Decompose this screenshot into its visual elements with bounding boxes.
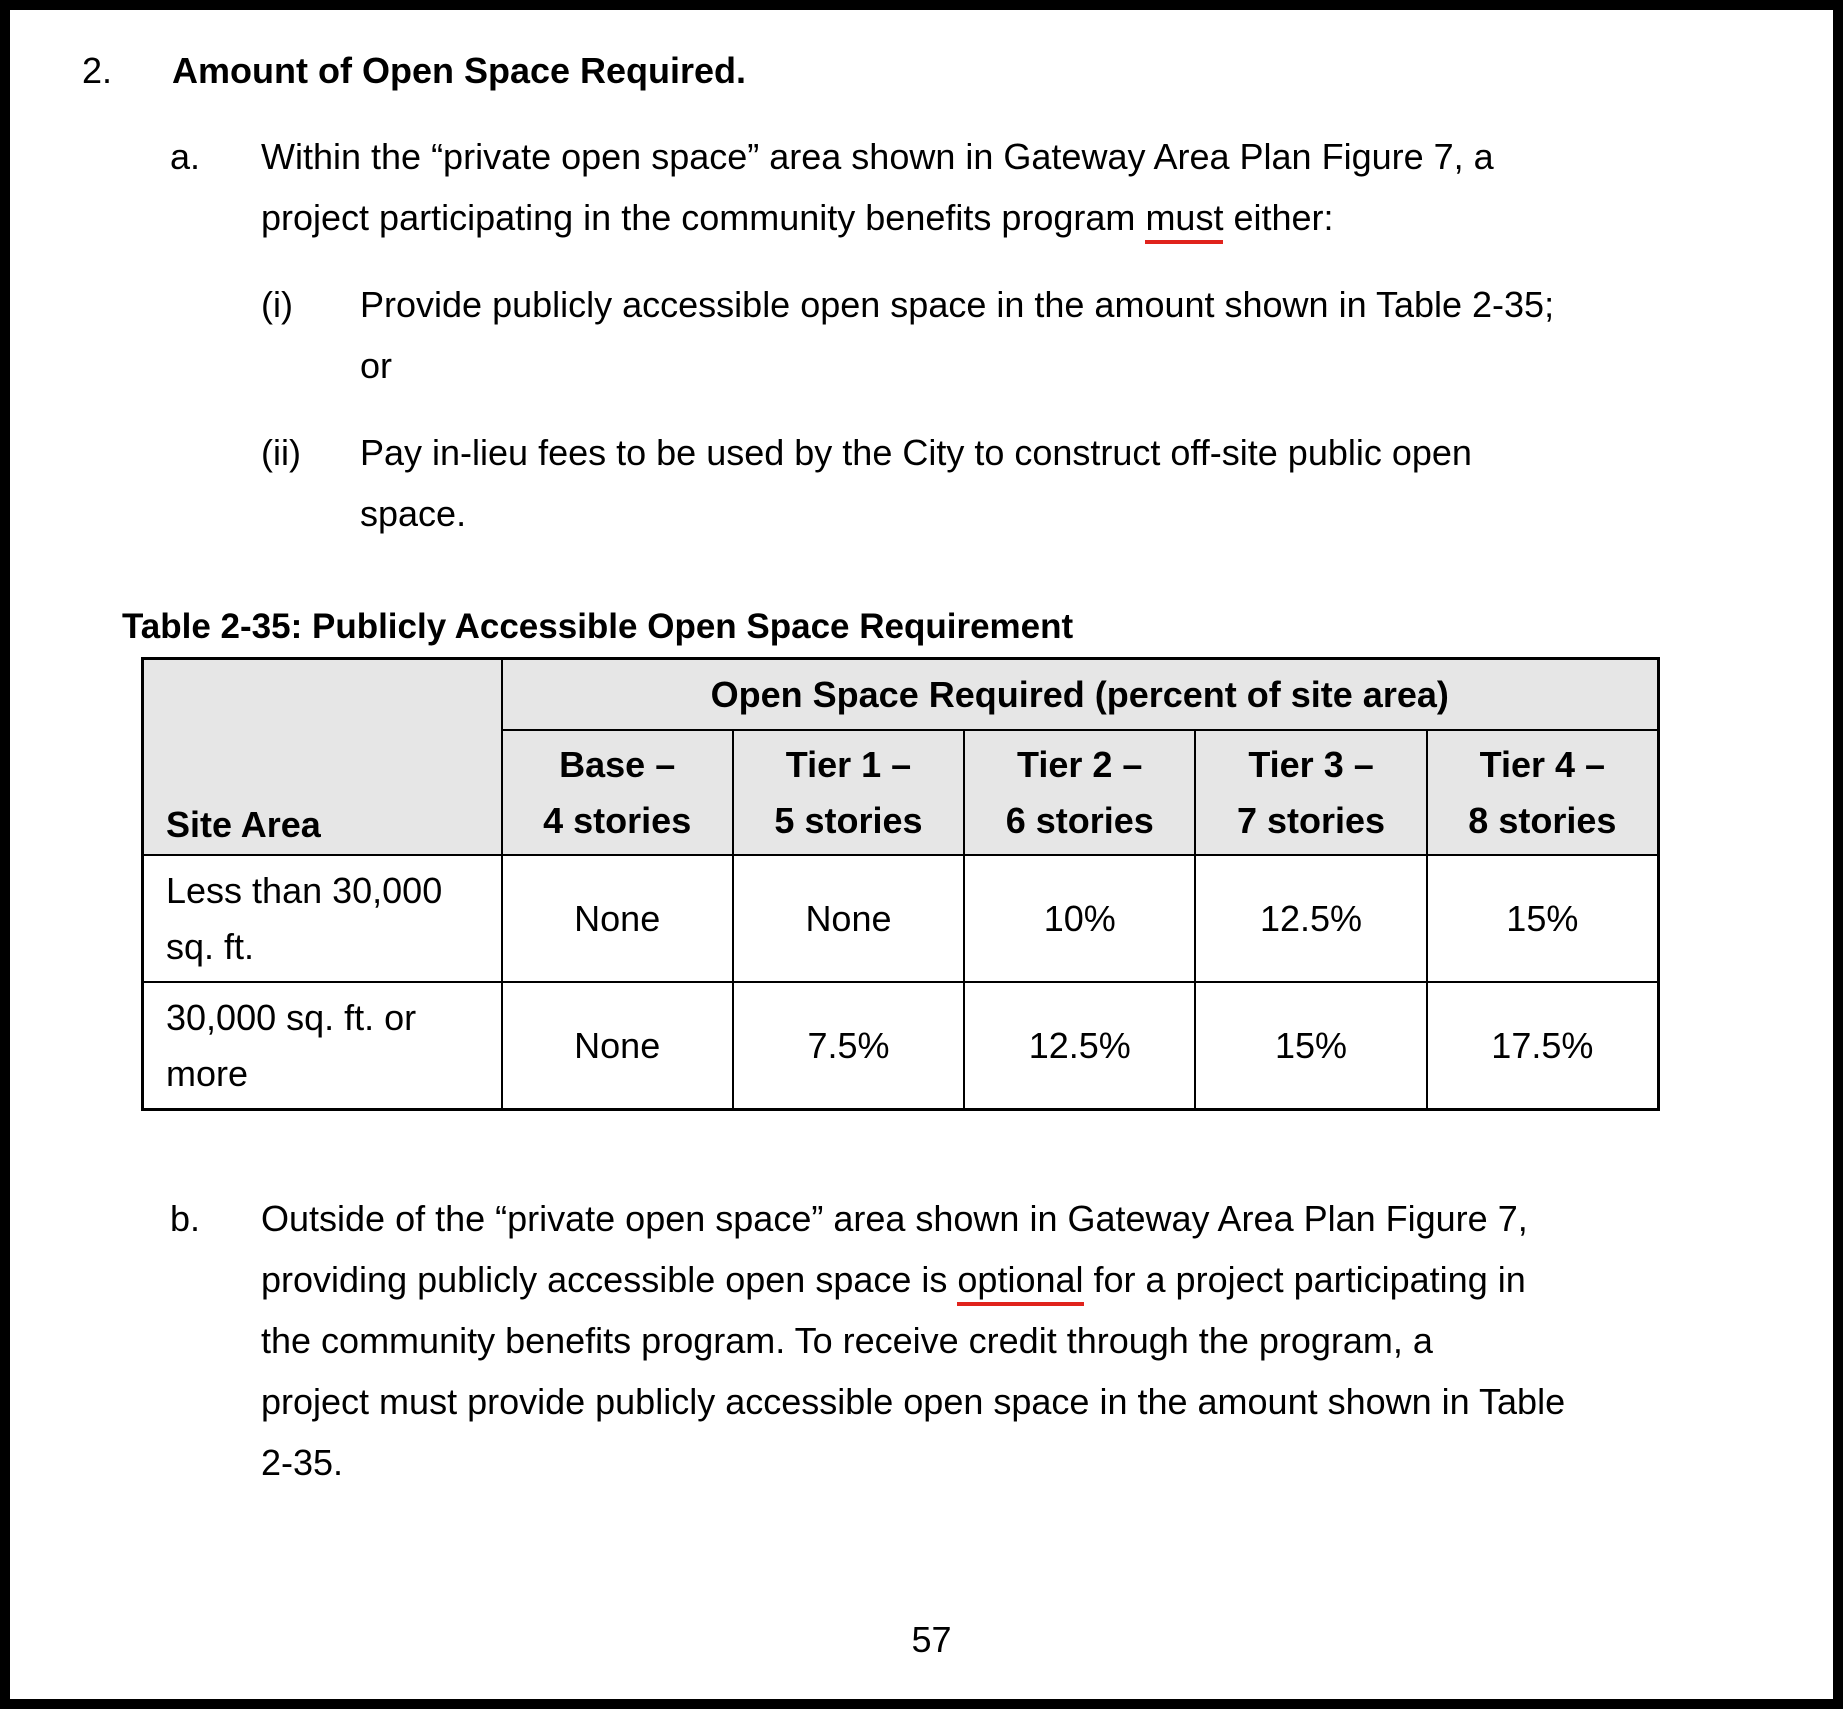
sub-item-i-line-2: or [360, 345, 393, 386]
column-header-line: 4 stories [543, 799, 692, 841]
sub-item-i-text [360, 274, 1820, 396]
table-row [143, 855, 1659, 982]
column-header-tier-2 [964, 730, 1195, 855]
sub-item-ii-text [360, 422, 1820, 544]
item-b-line-5: 2-35. [261, 1442, 344, 1483]
column-header-tier-3 [1195, 730, 1426, 855]
table-cell: 12.5% [964, 982, 1195, 1110]
item-a-line-2-text: project participating in the community benefits program [261, 197, 1146, 238]
item-a-marker: a. [170, 136, 201, 177]
row-label-line: 30,000 sq. ft. or [166, 996, 417, 1038]
item-b-line-4: project must provide publicly accessible open space in the amount shown in Table [261, 1381, 1566, 1422]
column-header-line: Tier 3 – [1248, 743, 1374, 785]
section-number: 2. [82, 50, 113, 91]
row-label-line: more [166, 1052, 249, 1094]
table-caption: Table 2-35: Publicly Accessible Open Space Requirement [122, 607, 1074, 646]
item-b-marker: b. [170, 1198, 201, 1239]
table-cell: 7.5% [733, 982, 964, 1110]
column-header-base [502, 730, 733, 855]
emphasis-must: must [1145, 197, 1223, 244]
sub-item-i-line-1: Provide publicly accessible open space in the amount shown in Table 2-35; [360, 284, 1555, 325]
row-label-under-30000 [143, 855, 502, 982]
item-a-line-2 [261, 187, 1821, 248]
item-b-line-2-text: providing publicly accessible open space is [261, 1259, 958, 1300]
row-label-line: sq. ft. [166, 925, 255, 967]
sub-item-ii-line-2: space. [360, 493, 467, 534]
column-header-line: 8 stories [1468, 799, 1617, 841]
emphasis-optional: optional [957, 1259, 1083, 1306]
column-header-line: 5 stories [774, 799, 923, 841]
item-b-line-3: the community benefits program. To receive credit through the program, a [261, 1320, 1433, 1361]
sub-item-ii-marker: (ii) [261, 432, 301, 473]
row-label-30000-or-more [143, 982, 502, 1110]
item-a-line-2-end: either: [1223, 197, 1334, 238]
column-header-line: Base – [559, 743, 676, 785]
item-a-paragraph [261, 126, 1821, 248]
item-b-paragraph [261, 1188, 1831, 1493]
table-cell: None [733, 855, 964, 982]
sub-item-ii-line-1: Pay in-lieu fees to be used by the City to construct off-site public open [360, 432, 1472, 473]
sub-item-i-marker: (i) [261, 284, 293, 325]
table-row [143, 982, 1659, 1110]
row-label-line: Less than 30,000 [166, 869, 443, 911]
column-header-line: 6 stories [1005, 799, 1154, 841]
table-cell: None [502, 982, 733, 1110]
section-heading [82, 40, 1782, 101]
table-cell: 17.5% [1427, 982, 1659, 1110]
item-b-line-2-end: for a project participating in [1083, 1259, 1526, 1300]
table-cell: 15% [1195, 982, 1426, 1110]
column-header-tier-1 [733, 730, 964, 855]
open-space-table [141, 657, 1660, 1111]
open-space-group-header: Open Space Required (percent of site area) [502, 659, 1659, 731]
section-title: Amount of Open Space Required. [172, 50, 747, 91]
table-cell: None [502, 855, 733, 982]
site-area-header: Site Area [143, 659, 502, 856]
table-cell: 12.5% [1195, 855, 1426, 982]
column-header-line: Tier 2 – [1017, 743, 1143, 785]
page-number: 57 [911, 1619, 952, 1660]
column-header-tier-4 [1427, 730, 1659, 855]
item-a-line-1: Within the “private open space” area shown in Gateway Area Plan Figure 7, a [261, 136, 1494, 177]
item-b-line-1: Outside of the “private open space” area shown in Gateway Area Plan Figure 7, [261, 1198, 1528, 1239]
item-b-line-2 [261, 1249, 1831, 1310]
table-cell: 10% [964, 855, 1195, 982]
column-header-line: 7 stories [1236, 799, 1386, 841]
column-header-line: Tier 4 – [1479, 743, 1606, 785]
table-cell: 15% [1427, 855, 1659, 982]
column-header-line: Tier 1 – [785, 743, 912, 785]
